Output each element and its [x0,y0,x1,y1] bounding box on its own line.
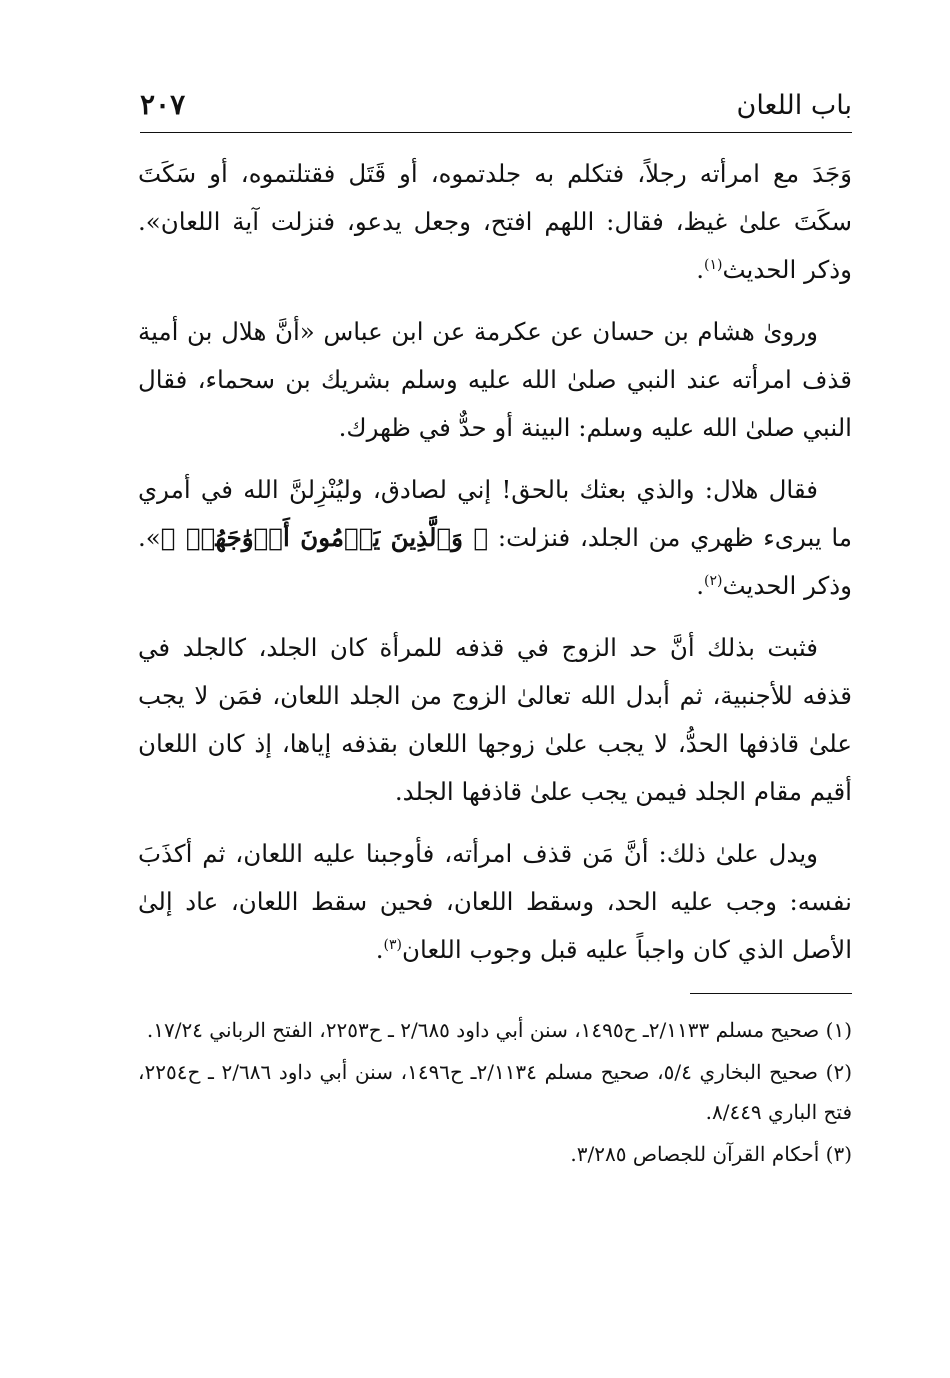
paragraph-5-text: ويدل علىٰ ذلك: أنَّ مَن قذف امرأته، فأوجبنا عليه اللعان، ثم أكذَبَ نفسه: وجب عليه الحد، وسقط اللعان، فحين سقط اللعان، عاد إلىٰ الأصل الذي كان واجباً عليه قبل وجوب اللعان [138,839,852,964]
paragraph-4-text: فثبت بذلك أنَّ حد الزوج في قذفه للمرأة كان الجلد، كالجلد في قذفه للأجنبية، ثم أبدل الله تعالىٰ الزوج من الجلد اللعان، فمَن لا يجب علىٰ قاذفها الحدُّ، لا يجب علىٰ زوجها اللعان بقذفه إياها، إذ كان اللعان أقيم مقام الجلد فيمن يجب علىٰ قاذفها الجلد. [138,633,852,806]
footnote-ref-2: (٢) [703,572,723,589]
footnotes [138,1010,852,1176]
paragraph-2 [138,308,852,452]
footnote-ref-1: (١) [703,256,723,273]
page-number: ٢٠٧ [140,88,186,121]
paragraph-4 [138,624,852,816]
paragraph-5 [138,830,852,974]
footnote-1: (١) صحيح مسلم ٢/١١٣٣ـ ح١٤٩٥، سنن أبي داود ٢/٦٨٥ ـ ح٢٢٥٣، الفتح الرباني ١٧/٢٤. [146,1018,852,1042]
footnote-2: (٢) صحيح البخاري ٥/٤، صحيح مسلم ٢/١١٣٤ـ ح١٤٩٦، سنن أبي داود ٢/٦٨٦ ـ ح٢٢٥٤، فتح الباري ٨/٤٤٩. [138,1060,852,1124]
paragraph-3-post: ». وذكر الحديث [138,523,852,600]
paragraph-5-tail: . [375,935,384,964]
paragraph-2-text: وروىٰ هشام بن حسان عن عكرمة عن ابن عباس «أنَّ هلال بن أمية قذف امرأته عند النبي صلىٰ الله عليه وسلم بشريك بن سحماء، فقال النبي صلىٰ الله عليه وسلم: البينة أو حدٌّ في ظهرك. [138,317,852,442]
footnote-ref-3: (٣) [383,936,402,953]
main-text [138,150,852,988]
page-header [140,88,852,133]
paragraph-1-tail: . [696,255,704,284]
running-title: باب اللعان [736,90,852,121]
footnote-separator [690,993,852,994]
paragraph-3-tail: . [696,571,704,600]
footnote-3: (٣) أحكام القرآن للجصاص ٣/٢٨٥. [570,1142,852,1166]
paragraph-1 [138,150,852,294]
paragraph-3-pre: فقال هلال: والذي بعثك بالحق! إني لصادق، وليُنْزِلنَّ الله في أمري ما يبرىء ظهري من الجلد، فنزلت: [138,475,852,552]
paragraph-3 [138,466,852,610]
paragraph-1-text: وَجَدَ مع امرأته رجلاً، فتكلم به جلدتموه، أو قَتَل فقتلتموه، أو سَكَتَ سكَتَ علىٰ غيظ، فقال: اللهم افتح، وجعل يدعو، فنزلت آية اللعان». وذكر الحديث [138,159,852,284]
quran-verse: ﴿ وَٱلَّذِينَ يَرۡمُونَ أَزۡوَٰجَهُمۡ ﴾ [160,523,489,552]
